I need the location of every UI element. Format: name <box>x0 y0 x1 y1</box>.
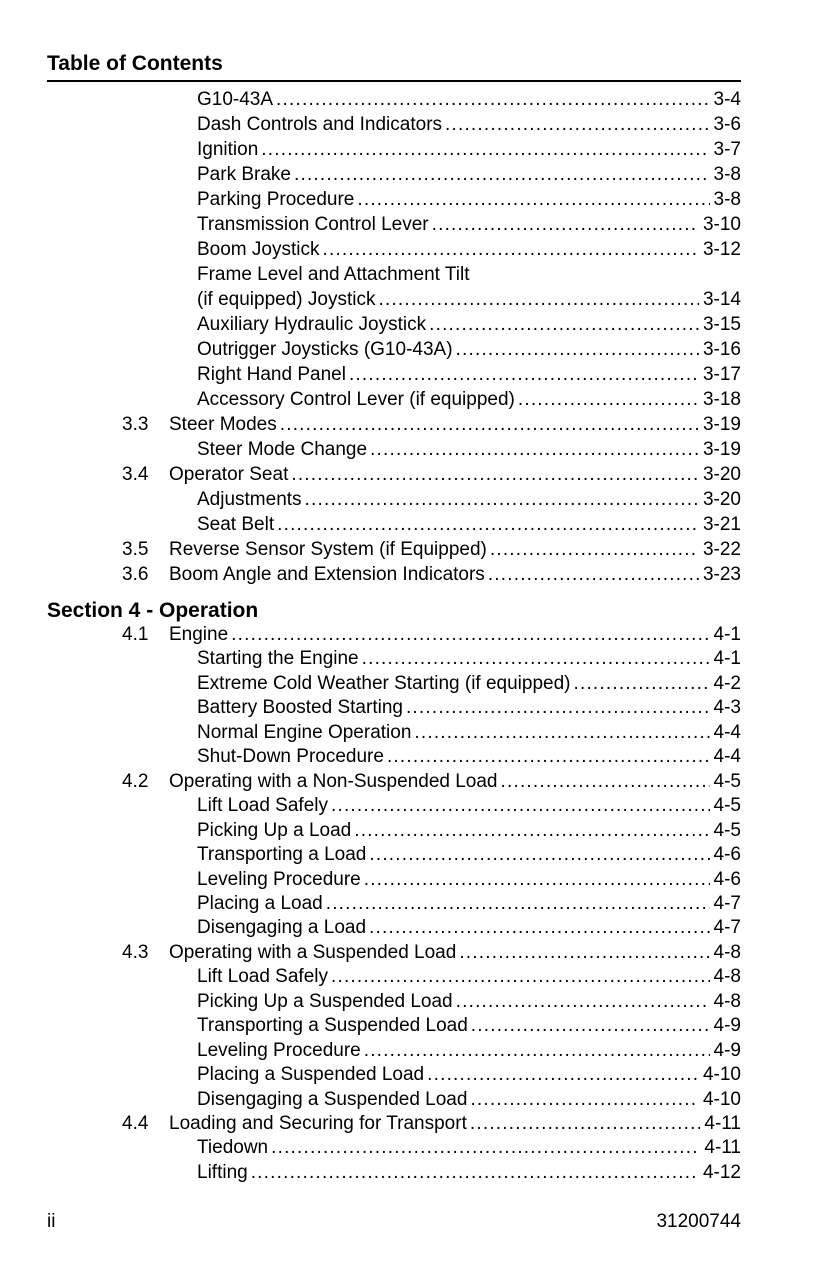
toc-subsection-entry[interactable] <box>0 388 741 412</box>
toc-subsection-entry[interactable] <box>0 1136 741 1160</box>
toc-subsection-entry[interactable] <box>0 672 741 696</box>
toc-dot-leader <box>432 213 699 237</box>
toc-entry-page: 4-11 <box>704 1113 741 1134</box>
toc-dot-leader <box>362 647 710 671</box>
toc-entry-title: Auxiliary Hydraulic Joystick <box>197 314 427 335</box>
toc-entry-title: Transmission Control Lever <box>197 214 429 235</box>
toc-entry-page: 3-18 <box>702 389 741 410</box>
toc-entry-title: Loading and Securing for Transport <box>169 1113 467 1134</box>
toc-entry-page: 4-6 <box>713 868 741 890</box>
toc-entry-page: 3-20 <box>702 489 741 510</box>
toc-entry-title: Ignition <box>197 139 259 160</box>
toc-entry-title: Disengaging a Suspended Load <box>197 1088 468 1110</box>
toc-entry-title: Transporting a Load <box>197 844 367 866</box>
toc-dot-leader <box>331 965 710 989</box>
toc-subsection-entry[interactable] <box>0 163 741 187</box>
toc-entry-title: Parking Procedure <box>197 189 355 210</box>
toc-subsection-entry[interactable] <box>0 438 741 462</box>
toc-entry-page: 4-9 <box>713 1039 741 1061</box>
toc-dot-leader <box>406 696 710 720</box>
toc-dot-leader <box>354 819 709 843</box>
toc-entry-title: Lift Load Safely <box>197 966 328 988</box>
toc-entry-title: Picking Up a Load <box>197 819 352 841</box>
toc-dot-leader <box>231 623 709 647</box>
toc-dot-leader <box>277 513 699 537</box>
toc-subsection-entry[interactable] <box>0 1063 741 1087</box>
toc-entry-page: 3-7 <box>713 139 741 160</box>
toc-entry-page: 3-19 <box>702 439 741 460</box>
toc-entry-title: Normal Engine Operation <box>197 721 412 743</box>
toc-entry-title: Seat Belt <box>197 514 275 535</box>
toc-section-entry[interactable] <box>0 413 741 437</box>
toc-entry-page: 4-10 <box>702 1064 741 1086</box>
toc-entry-page: 3-23 <box>702 564 741 585</box>
toc-entry-title: Operating with a Suspended Load <box>169 941 457 963</box>
toc-entry-page: 4-4 <box>713 721 741 743</box>
toc-dot-leader <box>322 238 698 262</box>
toc-section-entry[interactable] <box>0 770 741 794</box>
toc-subsection-entry[interactable] <box>0 843 741 867</box>
toc-entry-page: 3-21 <box>702 514 741 535</box>
toc-entry-title: Boom Angle and Extension Indicators <box>169 564 485 585</box>
toc-dot-leader <box>271 1136 700 1160</box>
toc-entry-title: Extreme Cold Weather Starting (if equipped) <box>197 672 571 694</box>
toc-subsection-entry[interactable] <box>0 721 741 745</box>
toc-entry-page: 4-6 <box>713 844 741 866</box>
toc-subsection-entry[interactable] <box>0 745 741 769</box>
toc-entry-page: 3-6 <box>713 114 741 135</box>
toc-entry-title: Engine <box>169 624 229 645</box>
toc-entry-page: 3-8 <box>713 189 741 210</box>
toc-entry-page: 4-8 <box>713 966 741 988</box>
toc-dot-leader <box>501 770 710 794</box>
toc-subsection-entry[interactable] <box>0 868 741 892</box>
toc-entry-page: 3-10 <box>702 214 741 235</box>
toc-dot-leader <box>291 463 699 487</box>
toc-subsection-entry[interactable] <box>0 1161 741 1185</box>
toc-subsection-entry[interactable] <box>0 916 741 940</box>
toc-entry-number: 3.3 <box>122 414 149 435</box>
toc-entry-number: 4.2 <box>122 770 149 792</box>
toc-entry-title: Right Hand Panel <box>197 364 346 385</box>
toc-dot-leader <box>445 113 710 137</box>
toc-entry-number: 4.4 <box>122 1113 149 1134</box>
toc-entry-page: 3-8 <box>713 164 741 185</box>
toc-dot-leader <box>305 488 699 512</box>
toc-entry-title: Leveling Procedure <box>197 868 361 890</box>
toc-entry-title: Battery Boosted Starting <box>197 697 403 719</box>
toc-entry-number: 3.6 <box>122 564 149 585</box>
toc-entry-page: 3-16 <box>702 339 741 360</box>
toc-section-entry[interactable] <box>0 463 741 487</box>
toc-subsection-entry[interactable] <box>0 188 741 212</box>
toc-subsection-entry[interactable] <box>0 213 741 237</box>
toc-entry-page: 4-2 <box>713 672 741 694</box>
toc-entry-number: 4.3 <box>122 941 149 963</box>
toc-entry-page: 4-7 <box>713 892 741 914</box>
toc-entry-page: 4-5 <box>713 795 741 817</box>
toc-subsection-entry[interactable] <box>0 990 741 1014</box>
toc-section-entry[interactable] <box>0 1112 741 1136</box>
toc-dot-leader <box>357 188 709 212</box>
toc-subsection-entry[interactable] <box>0 288 741 312</box>
toc-subsection-entry[interactable] <box>0 113 741 137</box>
toc-subsection-entry[interactable] <box>0 513 741 537</box>
toc-entry-title: Park Brake <box>197 164 291 185</box>
toc-subsection-entry[interactable] <box>0 263 741 287</box>
toc-dot-leader <box>518 388 699 412</box>
toc-dot-leader <box>471 1014 710 1038</box>
toc-dot-leader <box>251 1161 699 1185</box>
toc-dot-leader <box>459 941 709 965</box>
toc-entry-title: Leveling Procedure <box>197 1039 361 1061</box>
toc-subsection-entry[interactable] <box>0 965 741 989</box>
toc-subsection-entry[interactable] <box>0 1088 741 1112</box>
toc-subsection-entry[interactable] <box>0 238 741 262</box>
toc-entry-page: 4-1 <box>713 624 741 645</box>
footer-page-number: ii <box>47 1211 56 1232</box>
toc-entry-page: 4-12 <box>702 1161 741 1183</box>
toc-entry-title: Steer Modes <box>169 414 277 435</box>
toc-subsection-entry[interactable] <box>0 1039 741 1063</box>
footer-doc-number: 31200744 <box>656 1211 741 1232</box>
toc-entry-title: Operator Seat <box>169 464 289 485</box>
section-heading: Section 4 - Operation <box>47 599 259 622</box>
toc-dot-leader <box>276 88 709 112</box>
toc-subsection-entry[interactable] <box>0 138 741 162</box>
toc-entry-title: Starting the Engine <box>197 648 359 670</box>
toc-subsection-entry[interactable] <box>0 363 741 387</box>
toc-entry-page: 3-20 <box>702 464 741 485</box>
toc-subsection-entry[interactable] <box>0 794 741 818</box>
toc-entry-page: 3-19 <box>702 414 741 435</box>
toc-entry-title: Operating with a Non-Suspended Load <box>169 770 498 792</box>
toc-entry-title: Steer Mode Change <box>197 439 368 460</box>
toc-entry-title: Frame Level and Attachment Tilt <box>197 264 470 285</box>
toc-entry-title: Transporting a Suspended Load <box>197 1015 468 1037</box>
toc-entry-title: Lifting <box>197 1161 248 1183</box>
toc-entry-page: 4-5 <box>713 819 741 841</box>
toc-subsection-entry[interactable] <box>0 313 741 337</box>
toc-entry-title: G10-43A <box>197 89 274 110</box>
toc-dot-leader <box>364 868 710 892</box>
toc-subsection-entry[interactable] <box>0 338 741 362</box>
toc-subsection-entry[interactable] <box>0 892 741 916</box>
toc-entry-number: 4.1 <box>122 624 149 645</box>
toc-dot-leader <box>370 438 699 462</box>
title-rule <box>47 80 741 82</box>
toc-entry-number: 3.4 <box>122 464 149 485</box>
toc-dot-leader <box>456 990 710 1014</box>
toc-section-entry[interactable] <box>0 941 741 965</box>
toc-dot-leader <box>414 721 709 745</box>
toc-section-entry[interactable] <box>0 563 741 587</box>
toc-entry-title: (if equipped) Joystick <box>197 289 376 310</box>
toc-entry-title: Tiedown <box>197 1137 269 1159</box>
toc-dot-leader <box>261 138 709 162</box>
toc-entry-title: Lift Load Safely <box>197 795 328 817</box>
toc-subsection-entry[interactable] <box>0 488 741 512</box>
toc-entry-page: 4-9 <box>713 1015 741 1037</box>
toc-section-entry[interactable] <box>0 623 741 647</box>
toc-dot-leader <box>387 745 710 769</box>
toc-entry-title: Disengaging a Load <box>197 917 367 939</box>
toc-entry-title: Reverse Sensor System (if Equipped) <box>169 539 487 560</box>
toc-entry-title: Placing a Load <box>197 892 323 914</box>
toc-entry-page: 4-7 <box>713 917 741 939</box>
toc-entry-page: 4-10 <box>702 1088 741 1110</box>
toc-entry-title: Dash Controls and Indicators <box>197 114 443 135</box>
toc-dot-leader <box>331 794 710 818</box>
toc-entry-title: Shut-Down Procedure <box>197 746 384 768</box>
toc-entry-title: Boom Joystick <box>197 239 320 260</box>
toc-entry-title: Outrigger Joysticks (G10-43A) <box>197 339 453 360</box>
toc-dot-leader <box>326 892 710 916</box>
toc-dot-leader <box>429 313 699 337</box>
toc-entry-page: 4-8 <box>713 990 741 1012</box>
toc-dot-leader <box>456 338 699 362</box>
toc-dot-leader <box>574 672 710 696</box>
toc-entry-title: Placing a Suspended Load <box>197 1064 425 1086</box>
toc-entry-number: 3.5 <box>122 539 149 560</box>
toc-dot-leader <box>364 1039 710 1063</box>
toc-dot-leader <box>490 538 699 562</box>
toc-entry-page: 4-4 <box>713 746 741 768</box>
toc-entry-title: Adjustments <box>197 489 302 510</box>
toc-dot-leader <box>488 563 699 587</box>
page-title: Table of Contents <box>47 52 223 75</box>
toc-dot-leader <box>349 363 699 387</box>
toc-entry-page: 3-12 <box>702 239 741 260</box>
toc-dot-leader <box>378 288 699 312</box>
toc-subsection-entry[interactable] <box>0 696 741 720</box>
toc-section-entry[interactable] <box>0 538 741 562</box>
toc-dot-leader <box>280 413 699 437</box>
toc-subsection-entry[interactable] <box>0 1014 741 1038</box>
toc-entry-page: 3-22 <box>702 539 741 560</box>
toc-entry-title: Accessory Control Lever (if equipped) <box>197 389 515 410</box>
toc-subsection-entry[interactable] <box>0 647 741 671</box>
toc-dot-leader <box>470 1112 701 1136</box>
toc-dot-leader <box>369 916 710 940</box>
toc-entry-page: 4-3 <box>713 697 741 719</box>
toc-entry-page: 3-15 <box>702 314 741 335</box>
toc-entry-title: Picking Up a Suspended Load <box>197 990 453 1012</box>
toc-entry-page: 3-4 <box>713 89 741 110</box>
toc-entry-page: 3-17 <box>702 364 741 385</box>
toc-entry-page: 4-5 <box>713 770 741 792</box>
toc-dot-leader <box>470 1088 699 1112</box>
toc-subsection-entry[interactable] <box>0 88 741 112</box>
toc-dot-leader <box>427 1063 699 1087</box>
toc-entry-page: 3-14 <box>702 289 741 310</box>
toc-dot-leader <box>369 843 709 867</box>
toc-dot-leader <box>294 163 710 187</box>
toc-subsection-entry[interactable] <box>0 819 741 843</box>
toc-entry-page: 4-11 <box>704 1137 741 1159</box>
toc-entry-page: 4-8 <box>713 941 741 963</box>
toc-entry-page: 4-1 <box>713 648 741 670</box>
